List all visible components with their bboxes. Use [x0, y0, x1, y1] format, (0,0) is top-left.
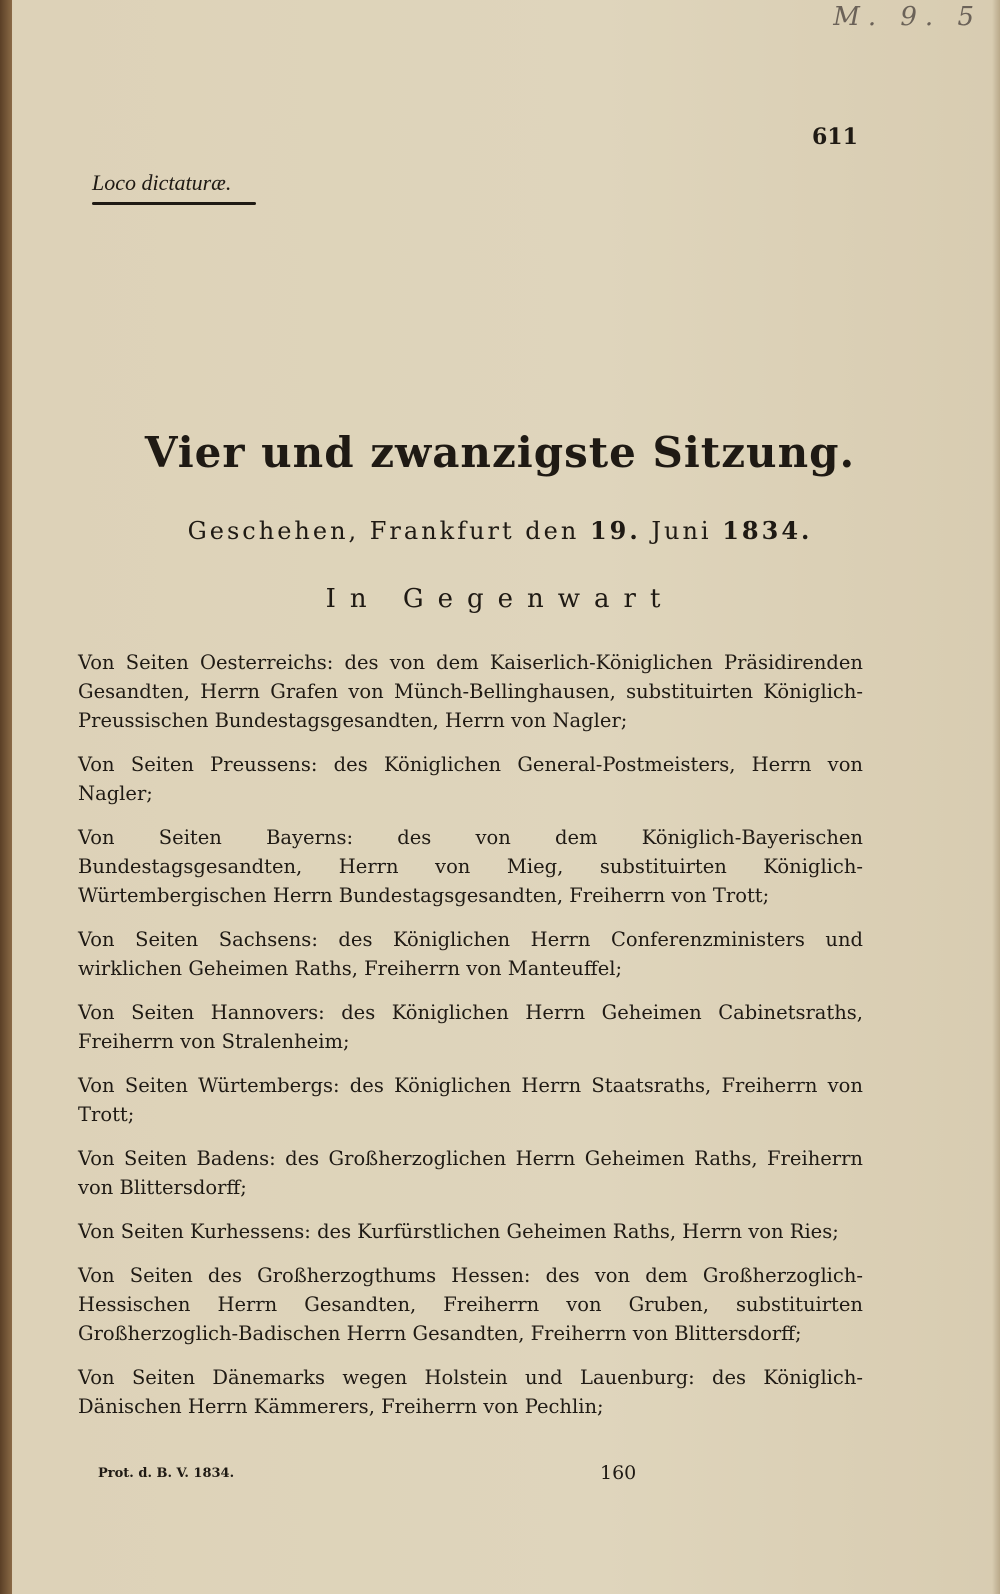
entry-oesterreich: Von Seiten Oesterreichs: des von dem Kaiserlich-Königlichen Präsidirenden Gesandten, Herrn Grafen von Münch-Bellinghausen, substituirten Königlich-Preussischen Bundestagsgesandten, Herrn von Nagler; — [78, 651, 863, 732]
loco-dictaturae-label: Loco dictaturæ. — [92, 170, 232, 195]
entry-hannover: Von Seiten Hannovers: des Königlichen Herrn Geheimen Cabinetsraths, Freiherrn von Stralenheim; — [78, 1001, 863, 1053]
entry-daenemark: Von Seiten Dänemarks wegen Holstein und Lauenburg: des Königlich-Dänischen Herrn Kämmerers, Freiherrn von Pechlin; — [78, 1366, 863, 1418]
footer-sheet-number: 160 — [600, 1462, 637, 1484]
entry-wuertemberg: Von Seiten Würtembergs: des Königlichen Herrn Staatsraths, Freiherrn von Trott; — [78, 1074, 863, 1126]
page-number: 611 — [812, 124, 858, 150]
session-title: Vier und zwanzigste Sitzung. — [144, 428, 856, 477]
date-year: 1834. — [722, 516, 813, 545]
entry-kurhessen: Von Seiten Kurhessens: des Kurfürstlichen Geheimen Raths, Herrn von Ries; — [78, 1220, 839, 1243]
entry-bayern: Von Seiten Bayerns: des von dem Königlich-Bayerischen Bundestagsgesandten, Herrn von Mieg, substituirten Königlich-Würtembergischen Herrn Bundestagsgesandten, Freiherrn von Trott; — [78, 826, 863, 907]
entry-preussen: Von Seiten Preussens: des Königlichen General-Postmeisters, Herrn von Nagler; — [78, 753, 863, 805]
handwritten-note: M. 9. 5 — [833, 2, 982, 32]
date-month: Juni — [651, 517, 712, 545]
decorative-rule — [92, 202, 256, 205]
footer-signature: Prot. d. B. V. 1834. — [98, 1466, 235, 1481]
entry-baden: Von Seiten Badens: des Großherzoglichen Herrn Geheimen Raths, Freiherrn von Blittersdorff; — [78, 1147, 863, 1199]
page-footer — [0, 1462, 1000, 1486]
date-place: Geschehen, Frankfurt den — [187, 517, 580, 545]
entry-hessen: Von Seiten des Großherzogthums Hessen: des von dem Großherzoglich-Hessischen Herrn Gesandten, Freiherrn von Gruben, substituirten Großherzoglich-Badischen Herrn Gesandten, Freiherrn von Blittersdorff; — [78, 1264, 863, 1345]
presence-heading: In Gegenwart — [325, 584, 675, 614]
page-edge — [992, 0, 1000, 1594]
attendance-list — [78, 648, 863, 1436]
session-date-line — [0, 516, 1000, 545]
book-spine — [0, 0, 12, 1594]
date-day: 19. — [589, 516, 641, 545]
entry-sachsen: Von Seiten Sachsens: des Königlichen Herrn Conferenzministers und wirklichen Geheimen Raths, Freiherrn von Manteuffel; — [78, 928, 863, 980]
